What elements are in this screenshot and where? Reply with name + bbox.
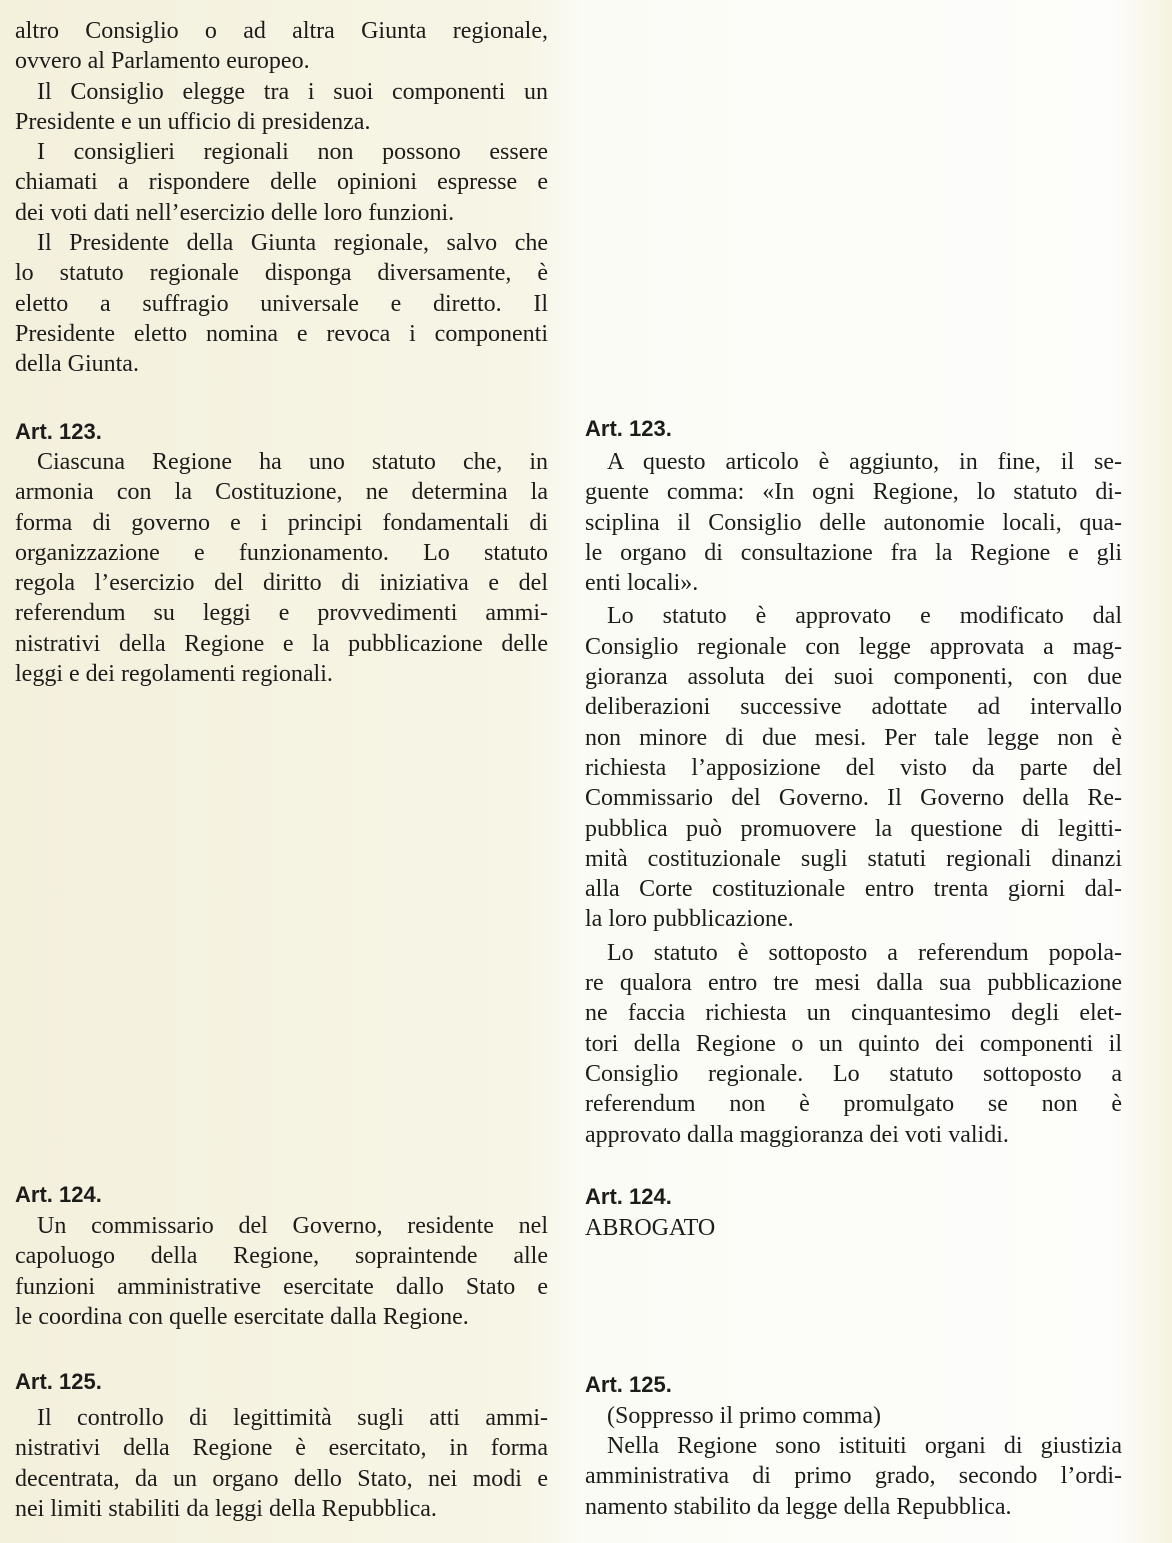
text-line: referendum su leggi e provvedimenti ammi- bbox=[15, 600, 548, 627]
text-line: organizzazione e funzionamento. Lo statuto bbox=[15, 539, 548, 566]
text-line: Consiglio regionale con legge approvata a mag- bbox=[585, 633, 1122, 660]
text-line: Un commissario del Governo, residente nel bbox=[37, 1213, 548, 1239]
text-line: la loro pubblicazione. bbox=[585, 906, 794, 933]
article-body bbox=[585, 447, 1122, 1150]
intro-text bbox=[15, 16, 548, 380]
article-heading: Art. 123. bbox=[15, 419, 102, 444]
text-line: nistrativi della Regione e la pubblicazione delle bbox=[15, 630, 548, 657]
text-line: Ciascuna Regione ha uno statuto che, in bbox=[37, 449, 548, 475]
text-line: guente comma: «In ogni Regione, lo statuto di- bbox=[585, 479, 1122, 506]
text-line: tori della Regione o un quinto dei componenti il bbox=[585, 1030, 1122, 1057]
text-line: forma di governo e i principi fondamentali di bbox=[15, 509, 548, 536]
text-line: deliberazioni successive adottate ad intervallo bbox=[585, 694, 1122, 721]
text-line: Presidente eletto nomina e revoca i componenti bbox=[15, 320, 548, 347]
text-line: pubblica può promuovere la questione di legitti- bbox=[585, 815, 1122, 842]
paragraph bbox=[15, 228, 548, 379]
article-heading: Art. 125. bbox=[585, 1372, 672, 1397]
article-body bbox=[15, 447, 548, 689]
text-line: Il controllo di legittimità sugli atti ammi- bbox=[37, 1405, 548, 1431]
paragraph bbox=[585, 447, 1122, 598]
text-line: Commissario del Governo. Il Governo della Re- bbox=[585, 785, 1122, 812]
text-line: non minore di due mesi. Per tale legge non è bbox=[585, 724, 1122, 751]
article-note: (Soppresso il primo comma) bbox=[607, 1403, 881, 1429]
text-line: ne faccia richiesta un cinquantesimo degli elet- bbox=[585, 1000, 1122, 1027]
text-line: le coordina con quelle esercitate dalla Regione. bbox=[15, 1303, 469, 1330]
article-heading: Art. 124. bbox=[585, 1184, 672, 1209]
text-line: della Giunta. bbox=[15, 351, 139, 378]
text-line: Il Consiglio elegge tra i suoi componenti un bbox=[37, 78, 548, 105]
text-line: alla Corte costituzionale entro trenta giorni dal- bbox=[585, 876, 1122, 903]
paragraph bbox=[585, 601, 1122, 934]
text-line: regola l’esercizio del diritto di iniziativa e del bbox=[15, 570, 548, 597]
text-line: eletto a suffragio universale e diretto. Il bbox=[15, 290, 548, 317]
text-line: lo statuto regionale disponga diversamente, è bbox=[15, 260, 548, 287]
text-line: I consiglieri regionali non possono essere bbox=[37, 139, 548, 166]
article-heading: Art. 123. bbox=[585, 416, 672, 441]
text-line: enti locali». bbox=[585, 570, 699, 597]
text-line: Lo statuto è approvato e modificato dal bbox=[607, 603, 1122, 630]
text-line: namento stabilito da legge della Repubblica. bbox=[585, 1493, 1012, 1520]
paragraph bbox=[585, 938, 1122, 1150]
text-line: richiesta l’apposizione del visto da parte del bbox=[585, 754, 1122, 781]
text-line: decentrata, da un organo dello Stato, nei modi e bbox=[15, 1465, 548, 1492]
article-body bbox=[15, 1211, 548, 1332]
paragraph bbox=[15, 77, 548, 138]
text-line: approvato dalla maggioranza dei voti validi. bbox=[585, 1121, 1009, 1148]
text-line: altro Consiglio o ad altra Giunta regionale, bbox=[15, 18, 548, 44]
text-line: Lo statuto è sottoposto a referendum popola- bbox=[607, 939, 1122, 966]
article-body bbox=[15, 1403, 548, 1524]
text-line: ovvero al Parlamento europeo. bbox=[15, 48, 310, 75]
article-body bbox=[585, 1431, 1122, 1522]
text-line: leggi e dei regolamenti regionali. bbox=[15, 661, 333, 688]
paragraph bbox=[15, 137, 548, 228]
text-line: gioranza assoluta dei suoi componenti, con due bbox=[585, 664, 1122, 691]
article-heading: Art. 125. bbox=[15, 1369, 102, 1394]
text-line: A questo articolo è aggiunto, in fine, il se- bbox=[607, 449, 1122, 475]
abrogated-label: ABROGATO bbox=[585, 1215, 716, 1241]
text-line: nei limiti stabiliti da leggi della Repubblica. bbox=[15, 1495, 437, 1522]
text-line: armonia con la Costituzione, ne determina la bbox=[15, 479, 548, 506]
text-line: sciplina il Consiglio delle autonomie locali, qua- bbox=[585, 509, 1122, 536]
text-line: funzioni amministrative esercitate dallo Stato e bbox=[15, 1273, 548, 1300]
text-line: referendum non è promulgato se non è bbox=[585, 1091, 1122, 1118]
text-line: Consiglio regionale. Lo statuto sottoposto a bbox=[585, 1060, 1122, 1087]
text-line: dei voti dati nell’esercizio delle loro funzioni. bbox=[15, 199, 455, 226]
text-line: re qualora entro tre mesi dalla sua pubblicazione bbox=[585, 970, 1122, 997]
paragraph bbox=[15, 16, 548, 77]
text-line: chiamati a rispondere delle opinioni espresse e bbox=[15, 169, 548, 196]
text-line: le organo di consultazione fra la Regione e gli bbox=[585, 539, 1122, 566]
text-line: capoluogo della Regione, sopraintende alle bbox=[15, 1243, 548, 1270]
text-line: Il Presidente della Giunta regionale, salvo che bbox=[37, 230, 548, 257]
text-line: mità costituzionale sugli statuti regionali dinanzi bbox=[585, 845, 1122, 872]
text-line: Nella Regione sono istituiti organi di giustizia bbox=[607, 1433, 1122, 1459]
text-line: Presidente e un ufficio di presidenza. bbox=[15, 108, 371, 135]
article-heading: Art. 124. bbox=[15, 1182, 102, 1207]
text-line: nistrativi della Regione è esercitato, in forma bbox=[15, 1435, 548, 1462]
text-line: amministrativa di primo grado, secondo l’ordi- bbox=[585, 1463, 1122, 1490]
